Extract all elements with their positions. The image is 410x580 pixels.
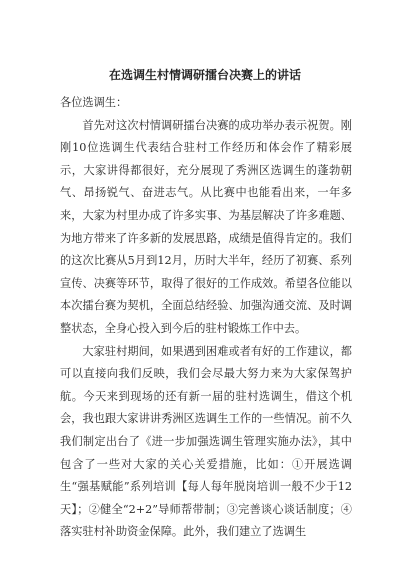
- paragraph-2: 大家驻村期间，如果遇到困难或者有好的工作建议，都可以直接向我们反映，我们会尽最大努力来为大家保驾护航。今天来到现场的还有新一届的驻村选调生，借这个机会，我也跟大家讲讲秀洲区选调生工作的一些情况。前不久我们制定出台了《进一步加强选调生管理实施办法》，其中包含了一些对大家的关心关爱措施，比如：①开展选调生“强基赋能”系列培训【每人每年脱岗培训一般不少于12天】；②健全“2+2”导师帮带制；③完善谈心谈话制度；④落实驻村补助资金保障。此外，我们建立了选调生: [60, 344, 352, 539]
- salutation: 各位选调生：: [60, 96, 128, 109]
- paragraph-1: 首先对这次村情调研擂台决赛的成功举办表示祝贺。刚刚10位选调生代表结合驻村工作经历和体会作了精彩展示，大家讲得都很好，充分展现了秀洲区选调生的蓬勃朝气、昂扬锐气、奋进志气。从比赛中也能看出来，一年多来，大家为村里办成了许多实事、为基层解决了许多难题、为地方带来了许多新的发展思路，成绩是值得肯定的。我们的这次比赛从5月到12月，历时大半年，经历了初赛、系列宣传、决赛等环节，取得了很好的工作成效。希望各位能以本次擂台赛为契机，全面总结经验、加强沟通交流、及时调整状态，全身心投入到今后的驻村锻炼工作中去。: [60, 118, 352, 335]
- document-title: 在选调生村情调研擂台决赛上的讲话: [108, 68, 301, 82]
- document-body: [60, 92, 352, 544]
